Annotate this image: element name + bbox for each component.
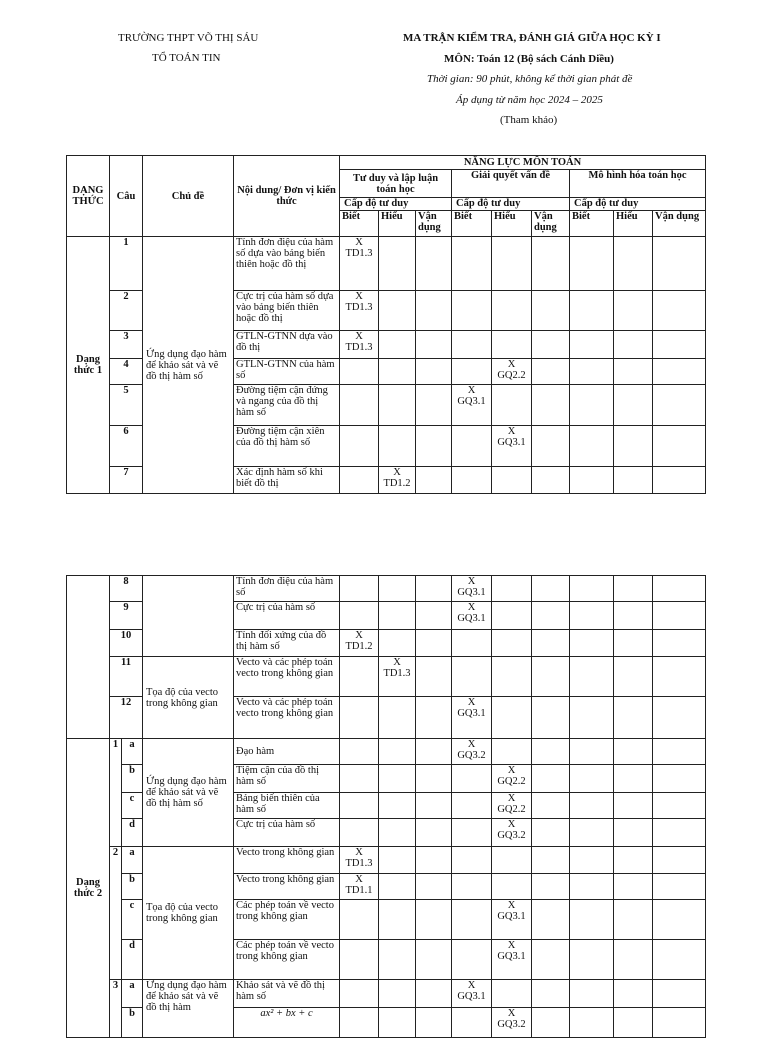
col-cau: Câu xyxy=(110,156,143,237)
level-van-dung: Vận dụng xyxy=(653,211,706,237)
cau-number: 2 xyxy=(110,291,143,331)
table-row xyxy=(67,980,706,1008)
mark-cell: X TD1.2 xyxy=(340,630,379,657)
col-chu-de: Chủ đề xyxy=(143,156,234,237)
mark-cell: X TD1.3 xyxy=(340,847,379,874)
level-biet: Biết xyxy=(452,211,492,237)
mark-cell: X GQ3.1 xyxy=(452,385,492,426)
mark-cell: X GQ3.2 xyxy=(492,1008,532,1038)
col-dang-thuc: DẠNG THỨC xyxy=(67,156,110,237)
department-name: TỔ TOÁN TIN xyxy=(152,52,221,64)
level-hieu: Hiểu xyxy=(614,211,653,237)
topic-cell: Ứng dụng đạo hàm để khảo sát và vẽ đồ thị hàm số xyxy=(143,237,234,494)
topic-cell: Ứng dụng đạo hàm để khảo sát và vẽ đồ thị hàm số xyxy=(143,739,234,847)
mark-cell: X GQ2.2 xyxy=(492,765,532,793)
mark-cell: X GQ3.1 xyxy=(452,980,492,1008)
mark-cell: X TD1.3 xyxy=(340,291,379,331)
table-row xyxy=(67,739,706,765)
content-cell: Vecto và các phép toán vecto trong không gian xyxy=(234,697,340,739)
col-nang-luc: NĂNG LỰC MÔN TOÁN xyxy=(340,156,706,170)
cap-do-1: Cấp độ tư duy xyxy=(340,198,452,211)
sub-item: a xyxy=(122,739,143,765)
col-noi-dung: Nội dung/ Đơn vị kiến thức xyxy=(234,156,340,237)
mark-cell: X GQ3.2 xyxy=(492,819,532,847)
dang-thuc-label: Dạng thức 1 xyxy=(67,237,110,494)
content-cell: Bảng biến thiên của hàm số xyxy=(234,793,340,819)
mark-cell: X GQ2.2 xyxy=(492,359,532,385)
cau-number: 5 xyxy=(110,385,143,426)
table-row xyxy=(67,657,706,697)
topic-cell: Tọa độ của vecto trong không gian xyxy=(143,847,234,980)
cau-number: 7 xyxy=(110,467,143,494)
content-cell: Vecto và các phép toán vecto trong không gian xyxy=(234,657,340,697)
mark-cell: X GQ3.1 xyxy=(452,697,492,739)
cau-number: 1 xyxy=(110,739,122,847)
content-cell: Tính đối xứng của đồ thị hàm số xyxy=(234,630,340,657)
group-mo-hinh: Mô hình hóa toán học xyxy=(570,170,706,198)
cau-number: 11 xyxy=(110,657,143,697)
content-cell: Cực trị của hàm số xyxy=(234,602,340,630)
mark-cell: X TD1.1 xyxy=(340,874,379,900)
cap-do-2: Cấp độ tư duy xyxy=(452,198,570,211)
sub-item: a xyxy=(122,847,143,874)
content-cell: Tính đơn điệu của hàm số dựa vào bảng biến thiên hoặc đồ thị xyxy=(234,237,340,291)
content-cell: Tiệm cận của đồ thị hàm số xyxy=(234,765,340,793)
sub-item: b xyxy=(122,765,143,793)
group-giai-quyet: Giải quyết vấn đề xyxy=(452,170,570,198)
topic-cell: Tọa độ của vecto trong không gian xyxy=(143,657,234,739)
mark-cell: X GQ3.2 xyxy=(452,739,492,765)
subject-line: MÔN: Toán 12 (Bộ sách Cánh Diều) xyxy=(444,53,614,65)
school-name: TRƯỜNG THPT VÕ THỊ SÁU xyxy=(118,32,259,44)
mark-cell: X TD1.3 xyxy=(340,331,379,359)
cau-number: 1 xyxy=(110,237,143,291)
mark-cell: X GQ3.1 xyxy=(492,940,532,980)
mark-cell: X GQ3.1 xyxy=(452,576,492,602)
table-row xyxy=(67,847,706,874)
cap-do-3: Cấp độ tư duy xyxy=(570,198,706,211)
content-cell: Khảo sát và vẽ đồ thị hàm số xyxy=(234,980,340,1008)
sub-item: b xyxy=(122,1008,143,1038)
content-cell: Cực trị của hàm số dựa vào bảng biến thiên hoặc đồ thị xyxy=(234,291,340,331)
mark-cell: X TD1.3 xyxy=(340,237,379,291)
mark-cell: X TD1.2 xyxy=(379,467,416,494)
mark-cell: X GQ3.1 xyxy=(492,426,532,467)
cau-number: 3 xyxy=(110,331,143,359)
matrix-table-2 xyxy=(66,575,706,1038)
level-biet: Biết xyxy=(570,211,614,237)
cau-number: 4 xyxy=(110,359,143,385)
cau-number: 12 xyxy=(110,697,143,739)
content-cell: Đạo hàm xyxy=(234,739,340,765)
mark-cell: X GQ2.2 xyxy=(492,793,532,819)
content-cell: Vecto trong không gian xyxy=(234,847,340,874)
sub-item: d xyxy=(122,940,143,980)
content-cell: GTLN-GTNN của hàm số xyxy=(234,359,340,385)
time-line: Thời gian: 90 phút, không kể thời gian phát đề xyxy=(427,73,633,85)
content-cell: Vecto trong không gian xyxy=(234,874,340,900)
year-line: Áp dụng từ năm học 2024 – 2025 xyxy=(456,94,603,106)
level-biet: Biết xyxy=(340,211,379,237)
level-hieu: Hiểu xyxy=(379,211,416,237)
sub-item: a xyxy=(122,980,143,1008)
sub-item: c xyxy=(122,900,143,940)
dang-thuc-label: Dạng thức 2 xyxy=(67,739,110,1038)
content-cell: GTLN-GTNN dựa vào đồ thị xyxy=(234,331,340,359)
mark-cell: X GQ3.1 xyxy=(452,602,492,630)
cau-number: 10 xyxy=(110,630,143,657)
cau-number: 3 xyxy=(110,980,122,1038)
cau-number: 8 xyxy=(110,576,143,602)
topic-cell: Ứng dụng đạo hàm để khảo sát và vẽ đồ thị hàm xyxy=(143,980,234,1038)
cau-number: 2 xyxy=(110,847,122,980)
level-hieu: Hiểu xyxy=(492,211,532,237)
content-cell: Đường tiệm cận xiên của đồ thị hàm số xyxy=(234,426,340,467)
content-cell: Các phép toán về vecto trong không gian xyxy=(234,900,340,940)
table-row xyxy=(67,576,706,602)
sub-item: d xyxy=(122,819,143,847)
formula-cell: ax² + bx + c xyxy=(234,1008,340,1038)
content-cell: Các phép toán về vecto trong không gian xyxy=(234,940,340,980)
cau-number: 9 xyxy=(110,602,143,630)
level-van-dung: Vận dụng xyxy=(532,211,570,237)
document-title: MA TRẬN KIỂM TRA, ĐÁNH GIÁ GIỮA HỌC KỲ I xyxy=(403,32,661,44)
content-cell: Cực trị của hàm số xyxy=(234,819,340,847)
sub-item: c xyxy=(122,793,143,819)
group-tu-duy: Tư duy và lập luận toán học xyxy=(340,170,452,198)
mark-cell: X GQ3.1 xyxy=(492,900,532,940)
cau-number: 6 xyxy=(110,426,143,467)
content-cell: Tính đơn điệu của hàm số xyxy=(234,576,340,602)
mark-cell: X TD1.3 xyxy=(379,657,416,697)
sub-item: b xyxy=(122,874,143,900)
content-cell: Xác định hàm số khi biết đồ thị xyxy=(234,467,340,494)
content-cell: Đường tiệm cận đứng và ngang của đồ thị hàm số xyxy=(234,385,340,426)
table-row xyxy=(67,237,706,291)
matrix-table-1 xyxy=(66,155,706,494)
level-van-dung: Vận dụng xyxy=(416,211,452,237)
reference-note: (Tham khảo) xyxy=(500,114,558,126)
